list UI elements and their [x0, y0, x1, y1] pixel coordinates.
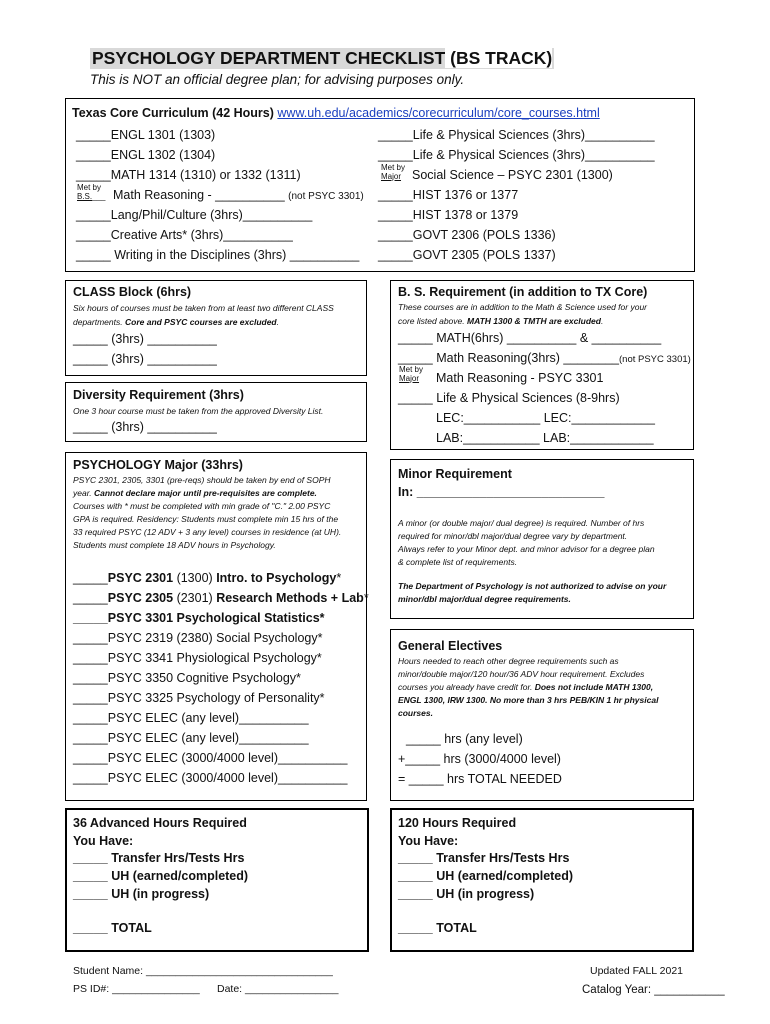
minor-note-4: & complete list of requirements.	[398, 557, 518, 567]
core-left-1: _____ENGL 1301 (1303)	[76, 128, 216, 142]
psych-major-note-3: Courses with * must be completed with min grade of "C." 2.00 PSYC	[73, 501, 331, 511]
psyc-2301-item: _____PSYC 2301 (1300) Intro. to Psychology*	[73, 571, 342, 585]
advanced-hours-uh-earned: _____ UH (earned/completed)	[73, 869, 249, 883]
advanced-hours-title: 36 Advanced Hours Required	[73, 816, 247, 830]
psyc-3301-item: _____PSYC 3301 Psychological Statistics*	[73, 611, 325, 625]
psyc-elec-item-4: _____PSYC ELEC (3000/4000 level)__________	[73, 771, 348, 785]
advanced-hours-you-have: You Have:	[73, 834, 134, 848]
core-right-5: _____HIST 1378 or 1379	[378, 208, 519, 222]
minor-title: Minor Requirement	[398, 467, 512, 481]
core-curriculum-box	[65, 98, 695, 272]
page-subtitle: This is NOT an official degree plan; for advising purposes only.	[90, 72, 465, 87]
core-left-6: _____Creative Arts* (3hrs)__________	[76, 228, 293, 242]
minor-note-2: required for minor/dbl major/dual degree vary by department.	[398, 531, 628, 541]
class-block-title: CLASS Block (6hrs)	[73, 285, 192, 299]
minor-note-1: A minor (or double major/ dual degree) is required. Number of hrs	[398, 518, 645, 528]
class-block-note-1: Six hours of courses must be taken from at least two different CLASS	[73, 303, 334, 313]
bs-lab-line: LAB:___________ LAB:____________	[436, 431, 654, 445]
catalog-year-field: Catalog Year: ___________	[582, 984, 725, 996]
minor-warning-1: The Department of Psychology is not authorized to advise on your	[398, 581, 667, 591]
psyc-elec-item-3: _____PSYC ELEC (3000/4000 level)__________	[73, 751, 348, 765]
updated-label: Updated FALL 2021	[590, 965, 684, 977]
electives-adv-level: +_____ hrs (3000/4000 level)	[398, 752, 561, 766]
core-right-7: _____GOVT 2305 (POLS 1337)	[378, 248, 556, 262]
class-block-line-1: _____ (3hrs) __________	[73, 332, 217, 346]
date-field: Date: ________________	[217, 983, 339, 995]
core-right-2: _____Life & Physical Sciences (3hrs)__________	[378, 148, 655, 162]
diversity-note: One 3 hour course must be taken from the approved Diversity List.	[73, 406, 324, 416]
bs-math-line: _____ MATH(6hrs) __________ & __________	[398, 331, 662, 345]
electives-note-2: minor/double major/120 hour/36 ADV hour requirement. Excludes	[398, 669, 645, 679]
electives-any-level: _____ hrs (any level)	[406, 732, 523, 746]
diversity-line: _____ (3hrs) __________	[73, 420, 217, 434]
total-hours-title: 120 Hours Required	[398, 816, 517, 830]
met-by-bs-note: Met by B.S.___	[77, 183, 106, 201]
advanced-hours-transfer: _____ Transfer Hrs/Tests Hrs	[73, 851, 245, 865]
class-block-line-2: _____ (3hrs) __________	[73, 352, 217, 366]
psyc-elec-item-1: _____PSYC ELEC (any level)__________	[73, 711, 309, 725]
advanced-hours-total: _____ TOTAL	[73, 921, 152, 935]
minor-in-line: In: ___________________________	[398, 485, 605, 499]
minor-warning-2: minor/dbl major/dual degree requirements.	[398, 594, 571, 604]
core-right-4: _____HIST 1376 or 1377	[378, 188, 519, 202]
psyc-elec-item-2: _____PSYC ELEC (any level)__________	[73, 731, 309, 745]
core-left-7: _____ Writing in the Disciplines (3hrs) __________	[76, 248, 360, 262]
psych-major-note-5: 33 required PSYC (12 ADV + 3 any level) courses in residence (at UH).	[73, 527, 342, 537]
ps-id-field: PS ID#: _______________	[73, 983, 200, 995]
diversity-title: Diversity Requirement (3hrs)	[73, 388, 244, 402]
psyc-3325-item: _____PSYC 3325 Psychology of Personality*	[73, 691, 325, 705]
bs-requirement-note-1: These courses are in addition to the Math & Science used for your	[398, 302, 647, 312]
electives-title: General Electives	[398, 639, 503, 653]
advanced-hours-uh-progress: _____ UH (in progress)	[73, 887, 210, 901]
core-left-4: Math Reasoning - __________ (not PSYC 3301)	[113, 188, 364, 202]
core-right-1: _____Life & Physical Sciences (3hrs)__________	[378, 128, 655, 142]
total-hours-transfer: _____ Transfer Hrs/Tests Hrs	[398, 851, 570, 865]
met-by-major-note: Met by Major	[381, 163, 406, 181]
student-name-field: Student Name: ________________________________	[73, 965, 333, 977]
psych-major-title: PSYCHOLOGY Major (33hrs)	[73, 458, 243, 472]
psych-major-note-2: year. Cannot declare major until pre-requisites are complete.	[73, 488, 317, 498]
page-title: PSYCHOLOGY DEPARTMENT CHECKLIST (BS TRACK)	[92, 48, 553, 68]
psyc-2319-item: _____PSYC 2319 (2380) Social Psychology*	[73, 631, 323, 645]
bs-met-by-major-note: Met by Major	[399, 365, 424, 383]
electives-note-3: courses you already have credit for. Does not include MATH 1300,	[398, 682, 654, 692]
bs-requirement-title: B. S. Requirement (in addition to TX Core)	[398, 285, 648, 299]
core-right-3: Social Science – PSYC 2301 (1300)	[412, 168, 613, 182]
core-left-2: _____ENGL 1302 (1304)	[76, 148, 216, 162]
class-block-note-2: departments. Core and PSYC courses are excluded.	[73, 317, 280, 327]
psych-major-note-6: Students must complete 18 ADV hours in Psychology.	[73, 540, 276, 550]
bs-math-reasoning-psyc: Math Reasoning - PSYC 3301	[436, 371, 604, 385]
psyc-3350-item: _____PSYC 3350 Cognitive Psychology*	[73, 671, 301, 685]
core-left-3: _____MATH 1314 (1310) or 1332 (1311)	[76, 168, 301, 182]
bs-math-reasoning-line: _____ Math Reasoning(3hrs) ________(not PSYC 3301)	[398, 351, 691, 365]
electives-total: = _____ hrs TOTAL NEEDED	[398, 772, 562, 786]
total-hours-uh-progress: _____ UH (in progress)	[398, 887, 535, 901]
core-right-6: _____GOVT 2306 (POLS 1336)	[378, 228, 556, 242]
bs-life-sciences-line: _____ Life & Physical Sciences (8-9hrs)	[398, 391, 620, 405]
electives-note-1: Hours needed to reach other degree requirements such as	[398, 656, 619, 666]
core-title: Texas Core Curriculum (42 Hours) www.uh.edu/academics/corecurriculum/core_courses.html	[72, 106, 600, 120]
total-hours-total: _____ TOTAL	[398, 921, 477, 935]
psyc-3341-item: _____PSYC 3341 Physiological Psychology*	[73, 651, 322, 665]
electives-note-4: ENGL 1300, IRW 1300. No more than 3 hrs PEB/KIN 1 hr physical	[398, 695, 659, 705]
core-left-5: _____Lang/Phil/Culture (3hrs)__________	[76, 208, 313, 222]
total-hours-uh-earned: _____ UH (earned/completed)	[398, 869, 574, 883]
core-courses-link[interactable]: www.uh.edu/academics/corecurriculum/core_courses.html	[277, 106, 600, 120]
psyc-2305-item: _____PSYC 2305 (2301) Research Methods + Lab*	[73, 591, 369, 605]
electives-note-5: courses.	[398, 708, 433, 718]
bs-lec-line: LEC:___________ LEC:____________	[436, 411, 655, 425]
bs-requirement-note-2: core listed above. MATH 1300 & TMTH are excluded.	[398, 316, 604, 326]
psych-major-note-4: GPA is required. Residency: Students must complete min 15 hrs of the	[73, 514, 339, 524]
minor-note-3: Always refer to your Minor dept. and minor advisor for a degree plan	[398, 544, 655, 554]
total-hours-you-have: You Have:	[398, 834, 459, 848]
psych-major-note-1: PSYC 2301, 2305, 3301 (pre-reqs) should be taken by end of SOPH	[73, 475, 331, 485]
